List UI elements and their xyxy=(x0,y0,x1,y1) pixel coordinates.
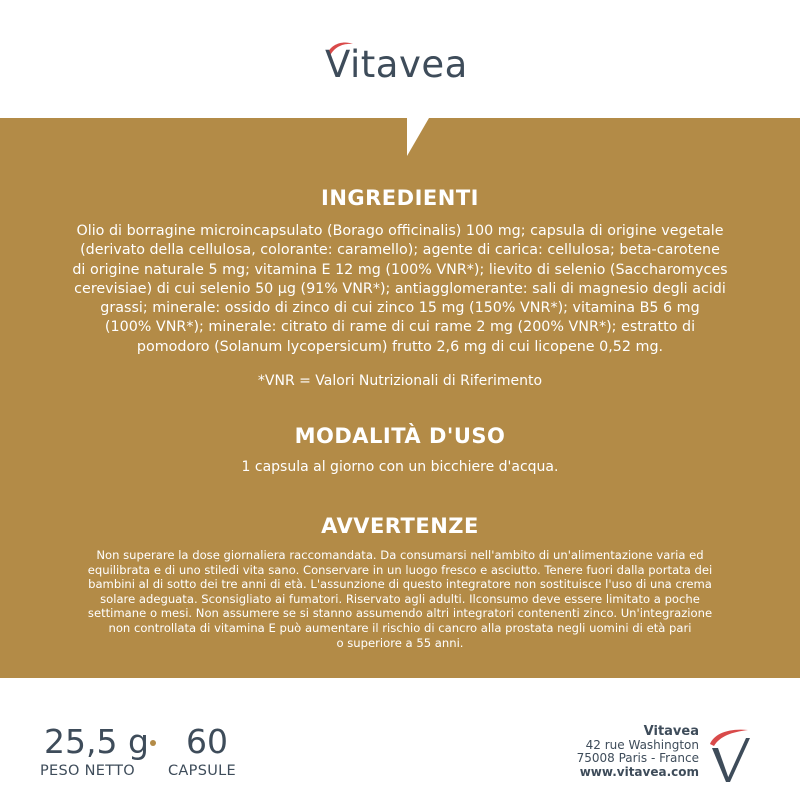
warnings-line: solare adeguata. Sconsigliato ai fumatori. Riservato agli adulti. Ilconsumo deve essere limitato a poche xyxy=(100,591,700,606)
brand-logo-text: Vitavea xyxy=(325,43,468,86)
address-line: 42 rue Washington xyxy=(585,737,699,752)
warnings-line: non controllata di vitamina E può aumentare il rischio di cancro alla prostata negli uomini di età pari xyxy=(108,620,692,635)
warnings-text xyxy=(0,548,800,650)
header xyxy=(0,0,800,118)
ingredients-line: di origine naturale 5 mg; vitamina E 12 mg (100% VNR*); lievito di selenio (Saccharomyces xyxy=(72,261,728,278)
capsule-count-label: CAPSULE xyxy=(168,763,236,779)
company-name: Vitavea xyxy=(643,724,699,739)
website-link[interactable]: www.vitavea.com xyxy=(579,764,699,779)
ingredients-line: (100% VNR*); minerale: citrato di rame di cui rame 2 mg (200% VNR*); estratto di xyxy=(104,319,696,336)
ingredients-line: grassi; minerale: ossido di zinco di cui zinco 15 mg (150% VNR*); vitamina B5 6 mg xyxy=(100,300,700,317)
net-weight-value: 25,5 g xyxy=(44,722,149,761)
address-line: 75008 Paris - France xyxy=(576,751,699,765)
usage-text: 1 capsula al giorno con un bicchiere d'acqua. xyxy=(241,459,559,475)
vnr-note: *VNR = Valori Nutrizionali di Riferimento xyxy=(257,373,543,389)
ingredients-line: Olio di borragine microincapsulato (Borago officinalis) 100 mg; capsula di origine vegetale xyxy=(76,223,724,239)
ingredients-line: cerevisiae) di cui selenio 50 µg (91% VNR*); antiagglomerante: sali di magnesio degli acidi xyxy=(74,280,726,297)
ingredients-title: INGREDIENTI xyxy=(321,186,479,210)
ingredients-line: (derivato della cellulosa, colorante: caramello); agente di carica: cellulosa; beta-carotene xyxy=(80,242,720,259)
brand-logo xyxy=(325,40,475,90)
warnings-line: Non superare la dose giornaliera raccomandata. Da consumarsi nell'ambito di un'alimentazione varia ed xyxy=(96,548,704,562)
warnings-title: AVVERTENZE xyxy=(321,514,479,538)
warnings-line: o superiore a 55 anni. xyxy=(336,635,464,650)
separator-dot xyxy=(150,740,156,746)
ingredients-line: pomodoro (Solanum lycopersicum) frutto 2,6 mg di cui licopene 0,52 mg. xyxy=(136,338,664,355)
warnings-line: equilibrata e di uno stiledi vita sano. Conservare in un luogo fresco e asciutto. Tenere fuori dalla portata dei xyxy=(87,562,713,577)
panel-notch xyxy=(407,118,429,156)
company-address xyxy=(577,725,699,779)
vitavea-v-mark-icon xyxy=(708,724,752,786)
warnings-line: bambini al di sotto dei tre anni di età. L'assunzione di questo integratore non sostituisce l'uso di una crema xyxy=(88,577,712,592)
net-weight-label: PESO NETTO xyxy=(40,763,136,779)
warnings-line: settimane o mesi. Non assumere se si stanno assumendo altri integratori contenenti zinco. Un'integrazione xyxy=(87,606,713,621)
ingredients-text xyxy=(0,222,800,357)
capsule-count-value: 60 xyxy=(186,722,228,761)
usage-title: MODALITÀ D'USO xyxy=(294,424,506,448)
